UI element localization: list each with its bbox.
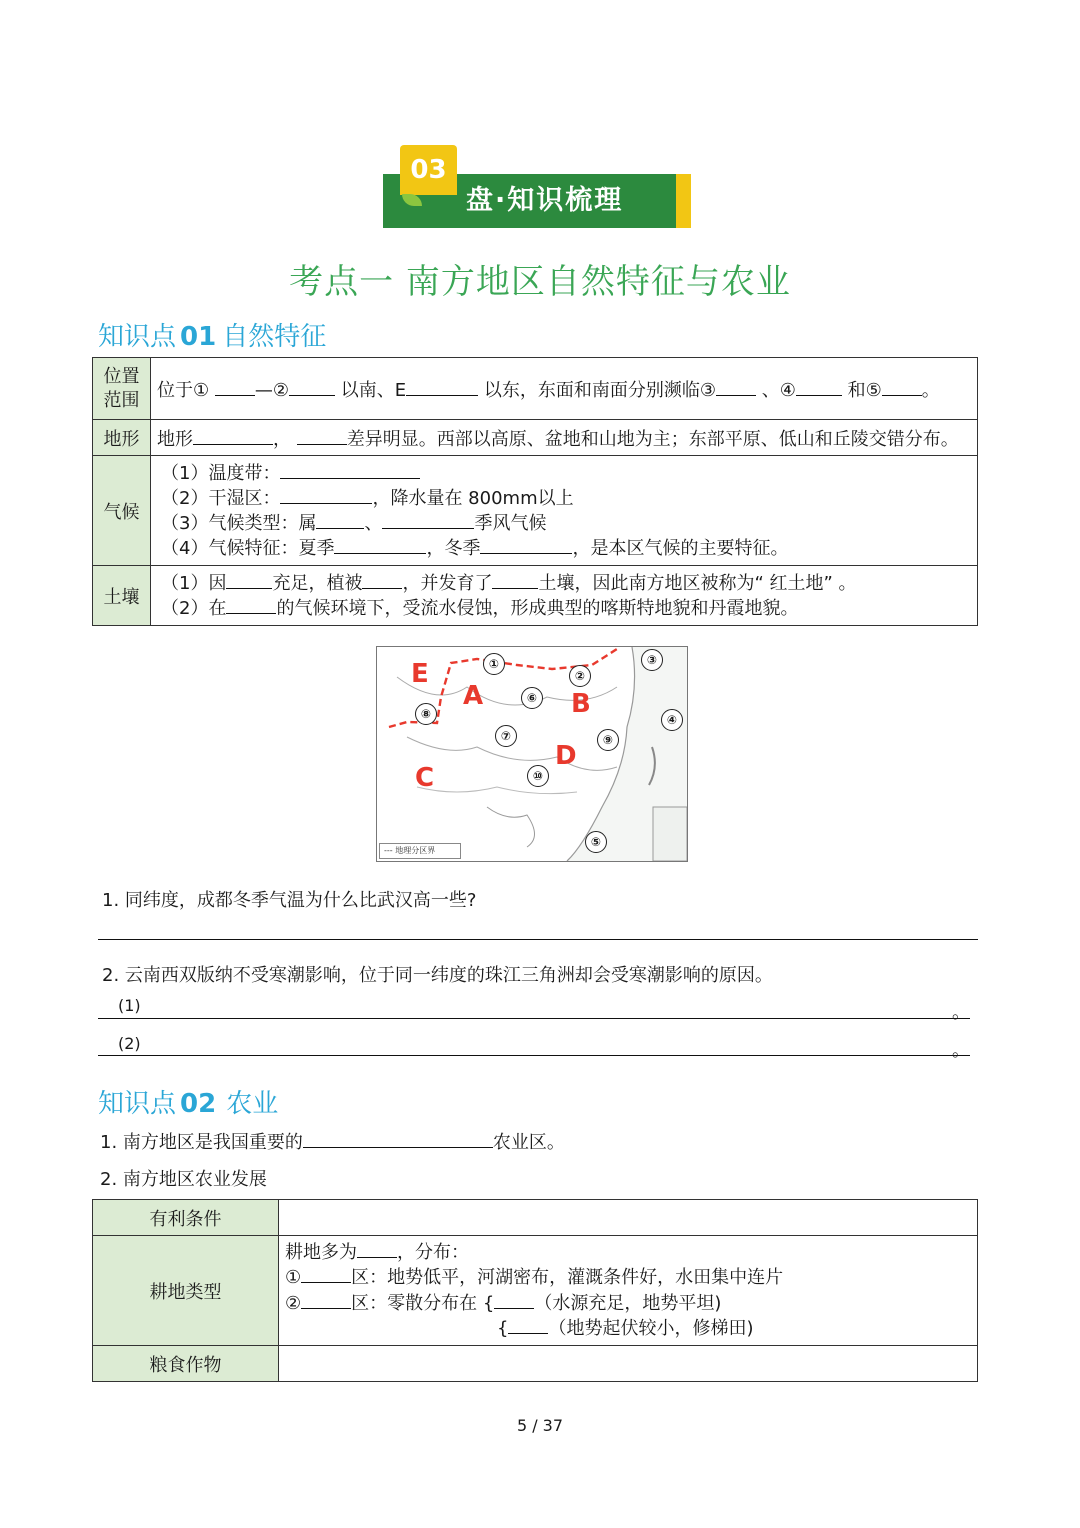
map-marker-2: ② [569, 665, 591, 687]
map-marker-8: ⑧ [415, 703, 437, 725]
row-soil [93, 566, 978, 626]
grain-cell [279, 1346, 978, 1382]
answer-line-1 [98, 939, 978, 940]
row-grain [93, 1346, 978, 1382]
banner-title: 盘·知识梳理 [466, 185, 624, 216]
answer-period-2: 。 [952, 1040, 970, 1061]
row-advantages [93, 1200, 978, 1236]
question-1: 1. 同纬度，成都冬季气温为什么比武汉高一些? [102, 890, 477, 911]
region-label-c: C [415, 763, 435, 793]
banner-number: 03 [400, 145, 457, 195]
map-marker-6: ⑥ [521, 687, 543, 709]
map-marker-10: ⑩ [527, 765, 549, 787]
map-marker-4: ④ [661, 709, 683, 731]
map-marker-9: ⑨ [597, 729, 619, 751]
climate-header: 气候 [93, 456, 151, 566]
advantages-cell [279, 1200, 978, 1236]
region-label-d: D [555, 741, 577, 771]
map-marker-1: ① [483, 653, 505, 675]
location-header: 位置 范围 [93, 358, 151, 420]
row-location [93, 358, 978, 420]
terrain-content: 地形 ， 差异明显。西部以高原、盆地和山地为主；东部平原、低山和丘陵交错分布。 [151, 420, 978, 456]
region-label-a: A [463, 681, 484, 711]
map-marker-5: ⑤ [585, 831, 607, 853]
answer-label-2: (2) [118, 1034, 141, 1053]
question-2: 2. 云南西双版纳不受寒潮影响，位于同一纬度的珠江三角洲却会受寒潮影响的原因。 [102, 965, 773, 986]
grain-header: 粮食作物 [93, 1346, 279, 1382]
map-legend: --- 地理分区界 [379, 843, 461, 859]
answer-period-1: 。 [952, 1002, 970, 1023]
row-terrain [93, 420, 978, 456]
answer-label-1: (1) [118, 996, 141, 1015]
natural-features-table [92, 357, 978, 626]
soil-content: （1）因 充足，植被 ，并发育了 土壤，因此南方地区被称为“ 红土地” 。 （2）在 的气候环境下，受流水侵蚀，形成典型的喀斯特地貌和丹霞地貌。 [151, 566, 978, 626]
farmland-content: 耕地多为 ，分布： ① 区：地势低平，河湖密布，灌溉条件好，水田集中连片 ② 区：零散分布在 { （水源充足，地势平坦) { （地势起伏较小，修梯田) [279, 1236, 978, 1346]
answer-line-2b [98, 1055, 970, 1056]
page-number: 5 / 37 [516, 1416, 564, 1435]
farmland-header: 耕地类型 [93, 1236, 279, 1346]
southern-region-map [376, 646, 688, 862]
page-heading: 考点一 南方地区自然特征与农业 [289, 262, 791, 302]
answer-line-2a [98, 1018, 970, 1019]
banner-stripe [676, 174, 691, 228]
region-label-e: E [411, 659, 429, 689]
agriculture-table [92, 1199, 978, 1382]
terrain-header: 地形 [93, 420, 151, 456]
knowledge-point-2-title: 知识点 02 农业 [98, 1089, 279, 1119]
map-marker-7: ⑦ [495, 725, 517, 747]
agri-statement-2: 2. 南方地区农业发展 [100, 1169, 267, 1190]
row-climate [93, 456, 978, 566]
advantages-header: 有利条件 [93, 1200, 279, 1236]
map-marker-3: ③ [641, 649, 663, 671]
region-label-b: B [571, 689, 591, 719]
knowledge-point-1-title: 知识点 01 自然特征 [98, 322, 327, 352]
row-farmland [93, 1236, 978, 1346]
soil-header: 土壤 [93, 566, 151, 626]
agri-statement-1: 1. 南方地区是我国重要的 农业区。 [100, 1132, 565, 1153]
climate-content: （1）温度带： （2）干湿区： ，降水量在 800mm以上 （3）气候类型：属 、 季风气候 （4）气候特征：夏季 ，冬季 ，是本区气候的主要特征。 [151, 456, 978, 566]
location-content: 位于① —② 以南、E 以东，东面和南面分别濒临③ 、④ 和⑤ 。 [151, 358, 978, 420]
